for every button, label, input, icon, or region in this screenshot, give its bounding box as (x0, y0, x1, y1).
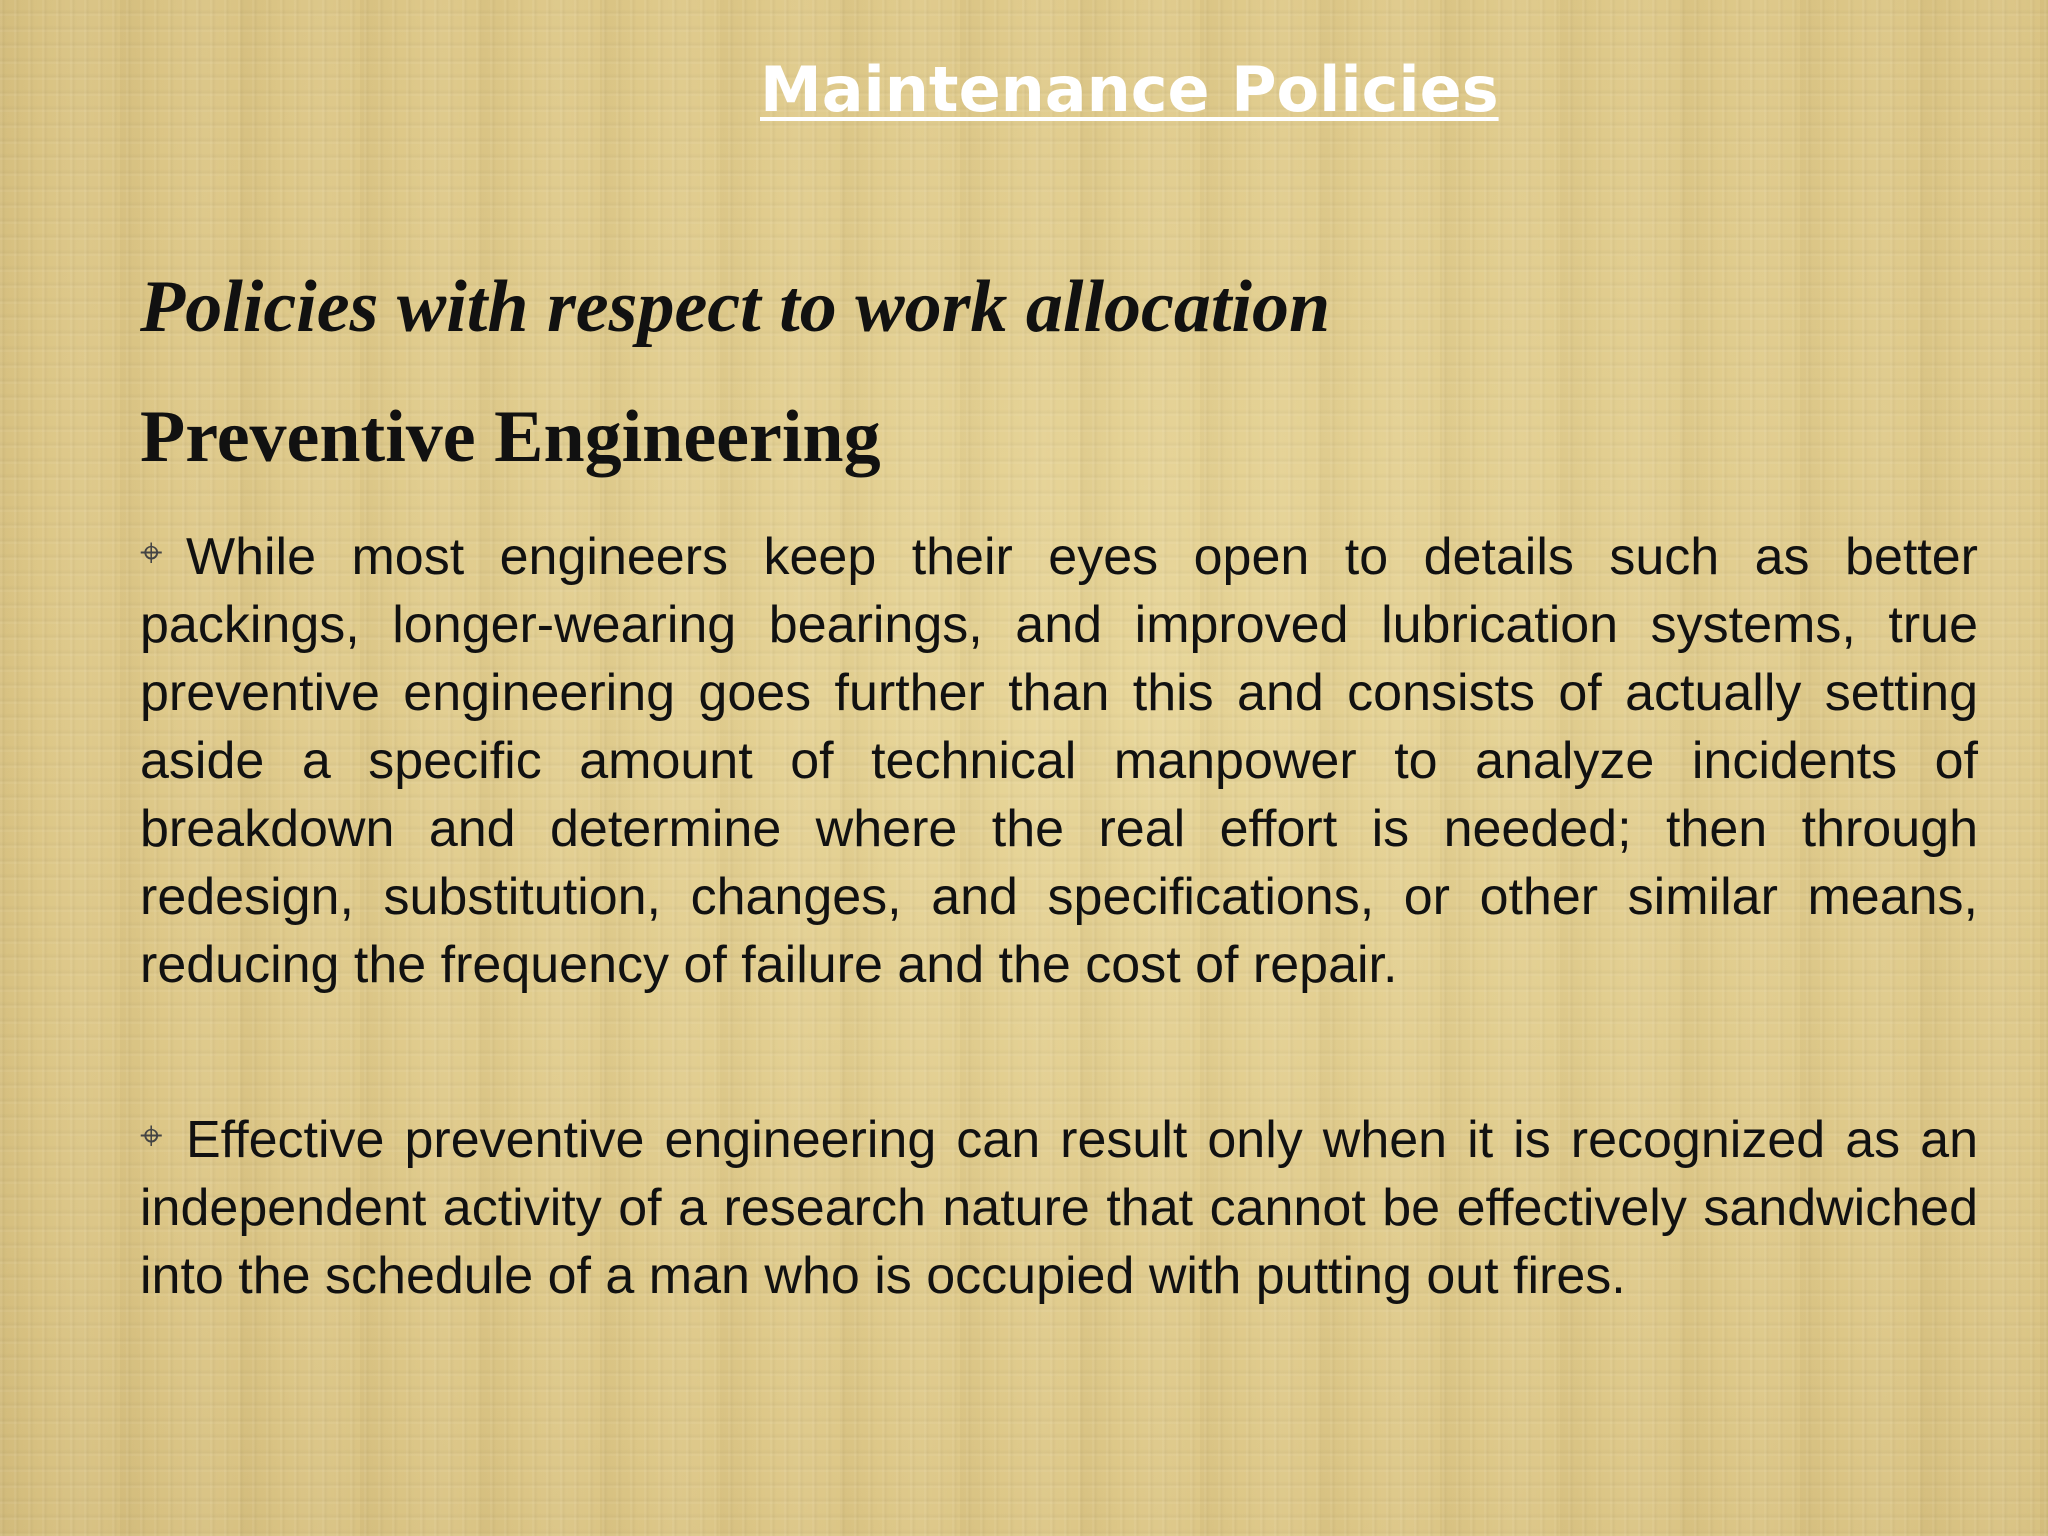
crosshair-bullet-icon: ⌖ (140, 531, 163, 575)
slide-title: Maintenance Policies (760, 53, 1499, 126)
bullet-paragraph-1 (140, 523, 1978, 999)
section-heading: Preventive Engineering (140, 396, 881, 478)
crosshair-bullet-icon: ⌖ (140, 1114, 163, 1158)
paragraph-text: Effective preventive engineering can result only when it is recognized as an independent activity of a research nature that cannot be effectively sandwiched into the schedule of a man who is occupied with putting out fires. (140, 1111, 1978, 1305)
paragraph-text: While most engineers keep their eyes open to details such as better packings, longer-wearing bearings, and improved lubrication systems, true preventive engineering goes further than this and consists of actually setting aside a specific amount of technical manpower to analyze incidents of breakdown and determine where the real effort is needed; then through redesign, substitution, changes, and specifications, or other similar means, reducing the frequency of failure and the cost of repair. (140, 528, 1978, 994)
section-subtitle: Policies with respect to work allocation (140, 266, 1331, 348)
bullet-paragraph-2 (140, 1106, 1978, 1310)
